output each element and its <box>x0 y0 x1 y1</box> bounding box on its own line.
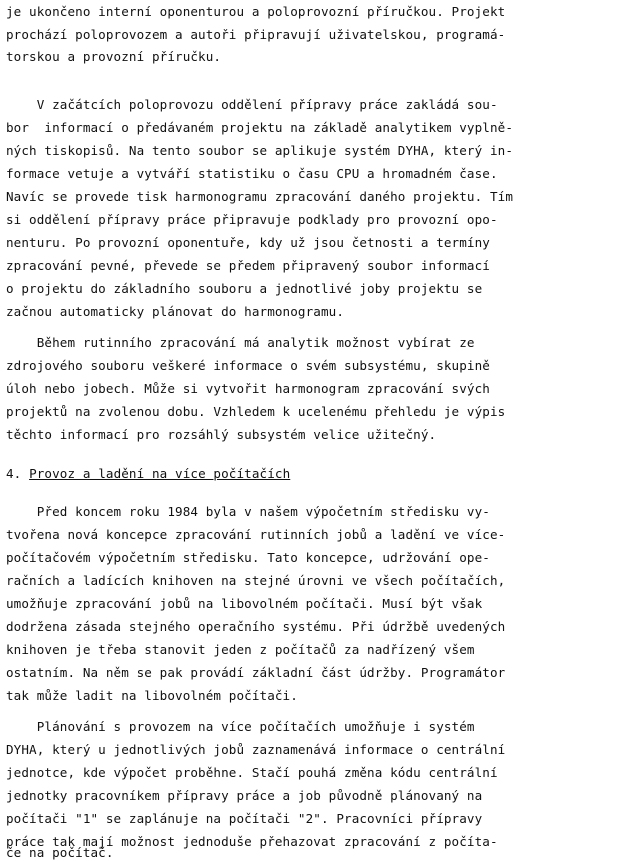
text-line: ostatním. Na něm se pak provádí základní část údržby. Programátor <box>6 665 506 680</box>
text-line: jednotky pracovníkem přípravy práce a job původně plánovaný na <box>6 788 483 803</box>
text-line: si oddělení přípravy práce připravuje podklady pro provozní opo- <box>6 212 498 227</box>
text-line: nenturu. Po provozní oponentuře, kdy už jsou četnosti a termíny <box>6 235 490 250</box>
section-title: Provoz a ladění na více počítačích <box>29 466 291 481</box>
text-line: Plánování s provozem na více počítačích umožňuje i systém <box>6 719 475 734</box>
text-line: projektů na zvolenou dobu. Vzhledem k ucelenému přehledu je výpis <box>6 404 506 419</box>
text-line: tak může ladit na libovolném počítači. <box>6 688 298 703</box>
text-line: počítači "1" se zaplánuje na počítači "2". Pracovníci přípravy <box>6 811 483 826</box>
text-line: začnou automaticky plánovat do harmonogramu. <box>6 304 345 319</box>
section-heading <box>6 466 290 482</box>
text-line: torskou a provozní příručku. <box>6 49 222 64</box>
text-line: je ukončeno interní oponenturou a poloprovozní příručkou. Projekt <box>6 4 506 19</box>
text-line: o projektu do základního souboru a jednotlivé joby projektu se <box>6 281 483 296</box>
text-line: jednotce, kde výpočet proběhne. Stačí pouhá změna kódu centrální <box>6 765 498 780</box>
text-line: zdrojového souboru veškeré informace o svém subsystému, skupině <box>6 358 490 373</box>
text-line: formace vetuje a vytváří statistiku o času CPU a hromadném čase. <box>6 166 498 181</box>
text-line: umožňuje zpracování jobů na libovolném počítači. Musí být však <box>6 596 483 611</box>
text-line: tvořena nová koncepce zpracování rutinních jobů a ladění ve více- <box>6 527 506 542</box>
text-line: práce tak mají možnost jednoduše přehazovat zpracování z počíta- <box>6 834 498 849</box>
text-line: Během rutinního zpracování má analytik možnost vybírat ze <box>6 335 475 350</box>
text-line: prochází poloprovozem a autoři připravují uživatelskou, programá- <box>6 27 506 42</box>
text-line: račních a ladících knihoven na stejné úrovni ve všech počítačích, <box>6 573 506 588</box>
text-line: ných tiskopisů. Na tento soubor se aplikuje systém DYHA, který in- <box>6 143 514 158</box>
text-line: dodržena zásada stejného operačního systému. Při údržbě uvedených <box>6 619 506 634</box>
text-line: Navíc se provede tisk harmonogramu zpracování daného projektu. Tím <box>6 189 514 204</box>
text-line: úloh nebo jobech. Může si vytvořit harmonogram zpracování svých <box>6 381 490 396</box>
text-line: zpracování pevné, převede se předem připravený soubor informací <box>6 258 490 273</box>
text-line: těchto informací pro rozsáhlý subsystém velice užitečný. <box>6 427 437 442</box>
text-line: DYHA, který u jednotlivých jobů zaznamenává informace o centrální <box>6 742 506 757</box>
text-line: V začátcích poloprovozu oddělení přípravy práce zakládá sou- <box>6 97 498 112</box>
text-line: če na počítač. <box>6 845 114 860</box>
section-number: 4. <box>6 466 22 481</box>
text-line: bor informací o předávaném projektu na základě analytikem vyplně- <box>6 120 514 135</box>
text-line: počítačovém výpočetním středisku. Tato koncepce, udržování ope- <box>6 550 490 565</box>
text-line: knihoven je třeba stanovit jeden z počítačů za nadřízený všem <box>6 642 475 657</box>
text-line: Před koncem roku 1984 byla v našem výpočetním středisku vy- <box>6 504 490 519</box>
